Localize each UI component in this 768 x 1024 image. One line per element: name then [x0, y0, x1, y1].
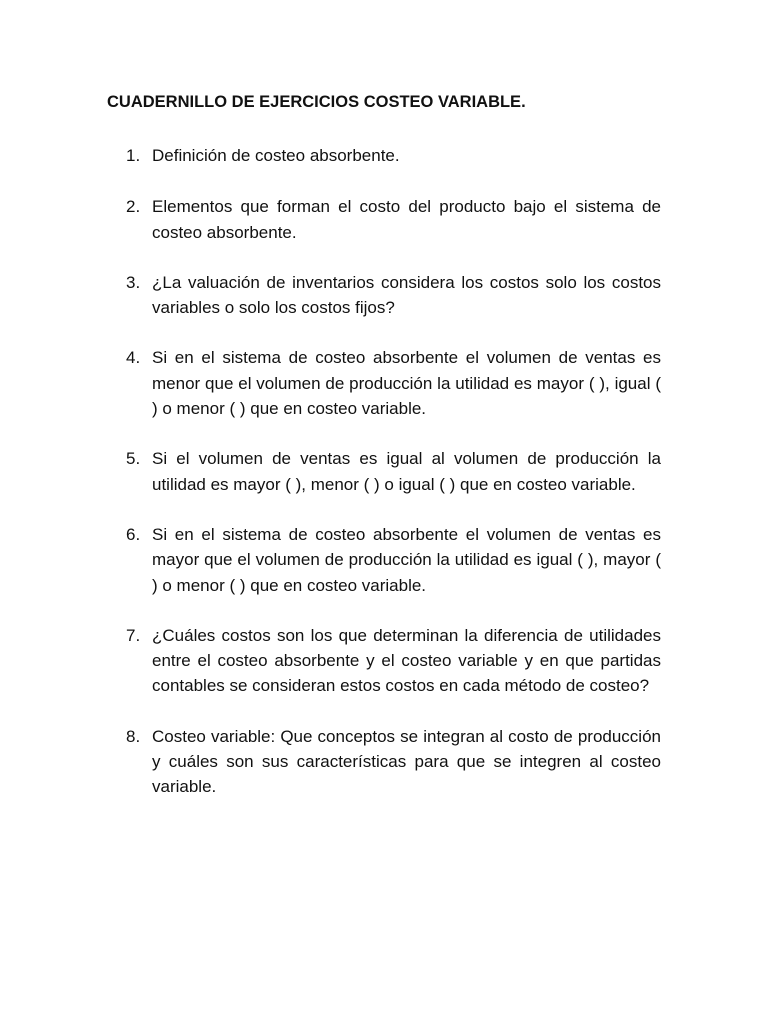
exercise-item-7 — [126, 623, 661, 699]
exercise-text: Si en el sistema de costeo absorbente el volumen de ventas es mayor que el volumen de producción la utilidad es igual ( ), mayor ( ) o menor ( ) que en costeo variable. — [152, 524, 661, 595]
exercise-number: 8. — [126, 726, 141, 746]
exercise-number: 3. — [126, 272, 141, 292]
exercise-item-3 — [126, 270, 661, 321]
exercise-number: 1. — [126, 146, 141, 165]
exercise-text: ¿La valuación de inventarios considera los costos solo los costos variables o solo los costos fijos? — [152, 272, 661, 318]
exercise-number: 6. — [126, 524, 141, 544]
document-title: CUADERNILLO DE EJERCICIOS COSTEO VARIABLE. — [107, 93, 526, 111]
exercise-list — [126, 143, 661, 800]
exercise-item-1 — [126, 143, 661, 168]
exercise-item-6 — [126, 522, 661, 598]
exercise-text: Si el volumen de ventas es igual al volumen de producción la utilidad es mayor ( ), menor ( ) o igual ( ) que en costeo variable. — [152, 449, 661, 494]
exercise-text: Costeo variable: Que conceptos se integran al costo de producción y cuáles son sus características para que se integren al costeo variable. — [152, 726, 661, 797]
exercise-number: 7. — [126, 625, 141, 645]
exercise-number: 5. — [126, 449, 141, 469]
exercise-item-5 — [126, 446, 661, 497]
exercise-text: Si en el sistema de costeo absorbente el volumen de ventas es menor que el volumen de producción la utilidad es mayor ( ), igual ( ) o menor ( ) que en costeo variable. — [152, 348, 661, 419]
exercise-number: 2. — [126, 197, 141, 217]
exercise-text: Elementos que forman el costo del producto bajo el sistema de costeo absorbente. — [152, 197, 661, 242]
exercise-text: Definición de costeo absorbente. — [152, 146, 400, 165]
exercise-item-2 — [126, 194, 661, 245]
exercise-text: ¿Cuáles costos son los que determinan la diferencia de utilidades entre el costeo absorbente y el costeo variable y en que partidas contables se consideran estos costos en cada método de costeo? — [152, 625, 661, 696]
exercise-item-8 — [126, 724, 661, 800]
exercise-item-4 — [126, 345, 661, 421]
exercise-number: 4. — [126, 348, 141, 368]
